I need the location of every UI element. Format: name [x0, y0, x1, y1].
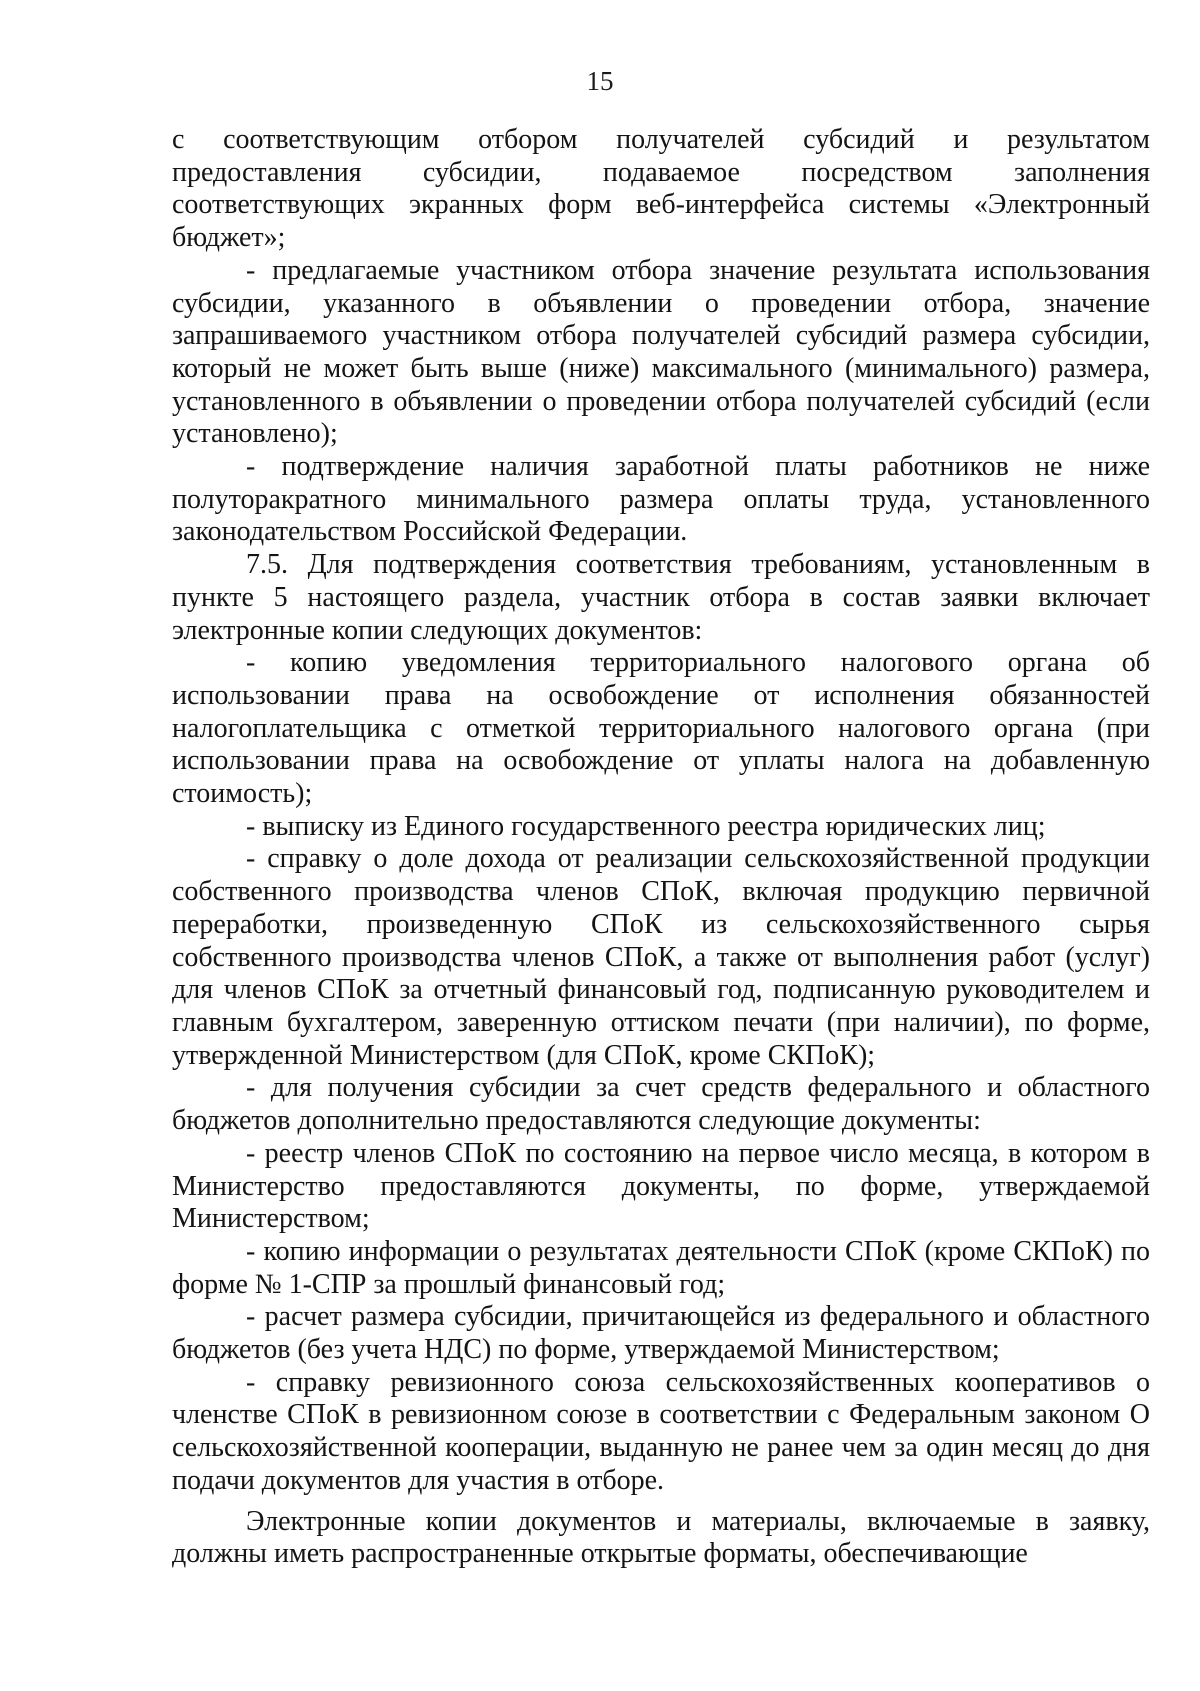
document-body: [172, 124, 1150, 1571]
paragraph-income-share-certificate: - справку о доле дохода от реализации сельскохозяйственной продукции собственного производства членов СПоК, включая продукцию первичной переработки, произведенную СПоК из сельскохозяйственного сырья собственного производства членов СПоК, а также от выполнения работ (услуг) для членов СПоК за отчетный финансовый год, подписанную руководителем и главным бухгалтером, заверенную оттиском печати (при наличии), по форме, утвержденной Министерством (для СПоК, кроме СКПоК);: [172, 843, 1150, 1071]
page-number: 15: [586, 66, 614, 96]
paragraph-egrul-extract: - выписку из Единого государственного реестра юридических лиц;: [246, 810, 1046, 842]
paragraph-proposed-result: - предлагаемые участником отбора значение результата использования субсидии, указанного в объявлении о проведении отбора, значение запрашиваемого участником отбора получателей субсидий размера субсидии, который не может быть выше (ниже) максимального (минимального) размера, установленного в объявлении о проведении отбора получателей субсидий (если установлено);: [172, 254, 1150, 450]
paragraph-continuation: с соответствующим отбором получателей субсидий и результатом предоставления субсидии, подаваемое посредством заполнения соответствующих экранных форм веб-интерфейса системы «Электронный бюджет»;: [172, 124, 1150, 254]
paragraph-wage-confirmation: - подтверждение наличия заработной платы работников не ниже полуторакратного минимального размера оплаты труда, установленного законодательством Российской Федерации.: [172, 451, 1150, 548]
paragraph-electronic-formats: Электронные копии документов и материалы, включаемые в заявку, должны иметь распространенные открытые форматы, обеспечивающие: [172, 1505, 1150, 1570]
paragraph-tax-notice-copy: - копию уведомления территориального налогового органа об использовании права на освобождение от исполнения обязанностей налогоплательщика с отметкой территориального налогового органа (при использовании права на освобождение от уплаты налога на добавленную стоимость);: [172, 647, 1150, 810]
paragraph-clause-7-5: 7.5. Для подтверждения соответствия требованиям, установленным в пункте 5 настоящего раздела, участник отбора в состав заявки включает электронные копии следующих документов:: [172, 549, 1150, 646]
paragraph-members-register: - реестр членов СПоК по состоянию на первое число месяца, в котором в Министерство предоставляются документы, по форме, утверждаемой Министерством;: [172, 1137, 1150, 1235]
paragraph-subsidy-calculation: - расчет размера субсидии, причитающейся из федерального и областного бюджетов (без учета НДС) по форме, утверждаемой Министерством;: [172, 1301, 1150, 1366]
paragraph-activity-report: - копию информации о результатах деятельности СПоК (кроме СКПоК) по форме № 1-СПР за прошлый финансовый год;: [172, 1235, 1150, 1300]
paragraph-audit-union-certificate: - справку ревизионного союза сельскохозяйственных кооперативов о членстве СПоК в ревизионном союзе в соответствии с Федеральным законом О сельскохозяйственной кооперации, выданную не ранее чем за один месяц до дня подачи документов для участия в отборе.: [172, 1366, 1150, 1496]
paragraph-additional-documents: - для получения субсидии за счет средств федерального и областного бюджетов дополнительно предоставляются следующие документы:: [172, 1072, 1150, 1137]
